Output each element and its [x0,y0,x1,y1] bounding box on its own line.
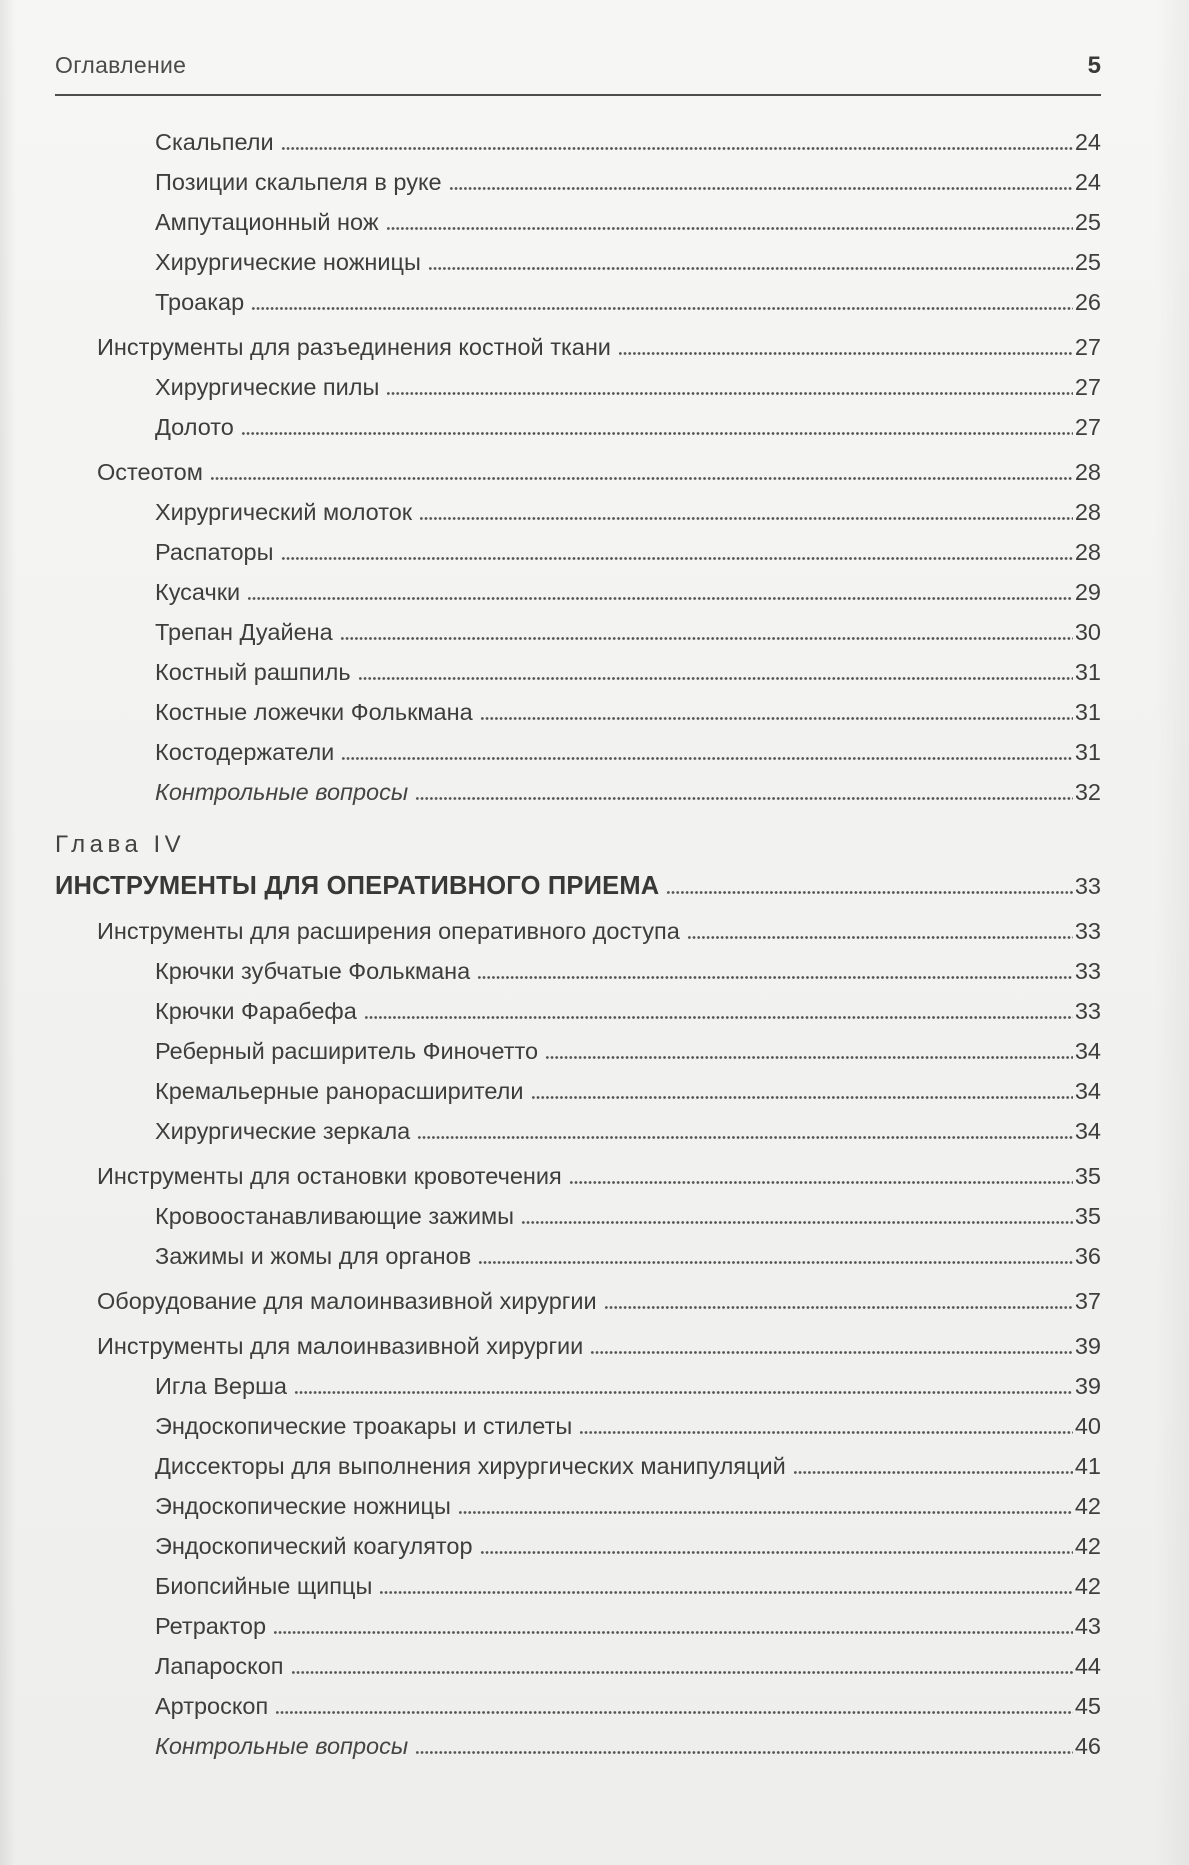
toc-entry-page-number: 42 [1074,1533,1101,1559]
page-header [55,52,1101,80]
toc-entry [55,242,1101,282]
toc-entry-page-number: 33 [1074,998,1101,1024]
dotted-leader [386,390,1072,395]
dotted-leader [449,185,1073,190]
dotted-leader [281,145,1073,150]
toc-entry-page-number: 35 [1074,1163,1101,1189]
toc-entry-label-wrap [55,692,473,732]
toc-entry-label-wrap [55,327,611,367]
toc-entry-page-number: 33 [1074,873,1101,899]
dotted-leader [415,1749,1073,1754]
dotted-leader [358,675,1073,680]
dotted-leader [666,889,1072,894]
toc-entry-page-number: 28 [1074,499,1101,525]
toc-entry-label-wrap [55,367,379,407]
toc-entry [55,1446,1101,1486]
dotted-leader [477,974,1073,979]
toc-entry-label-wrap [55,866,659,906]
toc-entry-page-number: 32 [1074,779,1101,805]
toc-entry [55,1156,1101,1196]
toc-entry-label: Хирургические ножницы [155,249,421,275]
dotted-leader [480,715,1073,720]
toc-entry-page-number: 27 [1074,414,1101,440]
toc-entry-label-wrap [55,162,442,202]
toc-entry-label: Инструменты для разъединения костной ткани [97,334,611,360]
toc-entry-label-wrap [55,1646,284,1686]
toc-entry-label-wrap [55,825,185,865]
toc-entry-page-number: 27 [1074,374,1101,400]
toc-entry-page-number: 31 [1074,699,1101,725]
toc-entry [55,162,1101,202]
toc-entry [55,866,1101,906]
dotted-leader [415,795,1073,800]
toc-entry [55,732,1101,772]
toc-entry-label: Позиции скальпеля в руке [155,169,442,195]
toc-entry-label-wrap [55,532,274,572]
toc-entry-page-number: 24 [1074,129,1101,155]
toc-entry-page-number: 41 [1074,1453,1101,1479]
toc-entry-label: Кусачки [155,579,241,605]
toc-entry-page-number: 36 [1074,1243,1101,1269]
toc-entry-label-wrap [55,282,244,322]
toc-entry-label-wrap [55,772,408,812]
table-of-contents [55,122,1101,1766]
dotted-leader [247,595,1073,600]
dotted-leader [241,430,1073,435]
toc-entry [55,1646,1101,1686]
dotted-leader [531,1094,1073,1099]
toc-entry-label: Хирургические пилы [155,374,380,400]
toc-entry-page-number: 34 [1074,1038,1101,1064]
toc-entry [55,572,1101,612]
toc-entry-label-wrap [55,492,412,532]
dotted-leader [478,1259,1073,1264]
toc-entry [55,1486,1101,1526]
toc-entry-page-number: 46 [1074,1733,1101,1759]
toc-entry-page-number: 37 [1074,1288,1101,1314]
toc-entry-label-wrap [55,612,333,652]
toc-entry [55,1726,1101,1766]
toc-entry-label-wrap [55,1606,266,1646]
toc-entry-page-number: 31 [1074,739,1101,765]
toc-entry-label: Кровоостанавливающие зажимы [155,1203,515,1229]
toc-entry-label-wrap [55,572,240,612]
dotted-leader [687,934,1073,939]
dotted-leader [521,1219,1073,1224]
toc-entry-label: Крючки Фарабефа [155,998,357,1024]
toc-entry-label: Троакар [155,289,245,315]
toc-entry-label: Эндоскопический коагулятор [155,1533,473,1559]
toc-entry-page-number: 42 [1074,1493,1101,1519]
toc-entry-label-wrap [55,1726,408,1766]
toc-entry-label: Хирургический молоток [155,499,413,525]
toc-entry-label: Эндоскопические троакары и стилеты [155,1413,573,1439]
dotted-leader [364,1014,1073,1019]
toc-entry-page-number: 39 [1074,1373,1101,1399]
dotted-leader [210,475,1073,480]
toc-entry [55,772,1101,812]
toc-entry-label-wrap [55,1566,372,1606]
toc-entry-label: Кремальерные ранорасширители [155,1078,524,1104]
dotted-leader [590,1349,1073,1354]
toc-entry-label-wrap [55,407,234,447]
toc-entry-page-number: 27 [1074,334,1101,360]
toc-entry-label: Инструменты для расширения оперативного доступа [97,918,680,944]
toc-entry-label: Зажимы и жомы для органов [155,1243,472,1269]
dotted-leader [579,1429,1073,1434]
toc-entry-label-wrap [55,1196,514,1236]
toc-entry-label: Трепан Дуайена [155,619,333,645]
toc-entry-page-number: 43 [1074,1613,1101,1639]
toc-entry-label: Ампутационный нож [155,209,379,235]
dotted-leader [618,350,1073,355]
toc-entry-label-wrap [55,1111,410,1151]
toc-entry [55,367,1101,407]
toc-entry-page-number: 40 [1074,1413,1101,1439]
toc-entry [55,652,1101,692]
toc-entry-label: Костный рашпиль [155,659,351,685]
toc-entry-page-number: 30 [1074,619,1101,645]
toc-entry-label-wrap [55,1446,786,1486]
toc-entry-page-number: 33 [1074,918,1101,944]
toc-entry-page-number: 25 [1074,249,1101,275]
dotted-leader [417,1134,1073,1139]
toc-entry-label: Глава IV [55,831,186,858]
toc-entry-label: ИНСТРУМЕНТЫ ДЛЯ ОПЕРАТИВНОГО ПРИЕМА [55,872,660,900]
toc-entry-label-wrap [55,1281,597,1321]
toc-entry [55,1281,1101,1321]
toc-entry [55,202,1101,242]
toc-entry-label-wrap [55,732,334,772]
dotted-leader [294,1389,1073,1394]
toc-entry-page-number: 44 [1074,1653,1101,1679]
toc-entry-label-wrap [55,1526,473,1566]
dotted-leader [480,1549,1073,1554]
toc-entry-label-wrap [55,1156,562,1196]
toc-entry-label: Реберный расширитель Финочетто [155,1038,539,1064]
toc-entry-page-number: 28 [1074,459,1101,485]
toc-entry [55,692,1101,732]
toc-entry [55,122,1101,162]
dotted-leader [275,1709,1073,1714]
page-title: Оглавление [55,52,187,78]
toc-entry-label: Костодержатели [155,739,335,765]
toc-entry-label: Костные ложечки Фолькмана [155,699,473,725]
toc-entry-label-wrap [55,1326,583,1366]
dotted-leader [281,555,1073,560]
toc-entry [55,991,1101,1031]
toc-entry-page-number: 34 [1074,1078,1101,1104]
toc-entry [55,1326,1101,1366]
toc-entry-label-wrap [55,1486,451,1526]
toc-entry-label-wrap [55,242,421,282]
toc-entry-label: Диссекторы для выполнения хирургических манипуляций [155,1453,786,1479]
toc-entry-label: Игла Верша [155,1373,287,1399]
dotted-leader [386,225,1073,230]
toc-entry-label: Контрольные вопросы [155,1733,409,1759]
toc-entry [55,612,1101,652]
toc-entry [55,407,1101,447]
toc-entry-label: Крючки зубчатые Фолькмана [155,958,471,984]
dotted-leader [569,1179,1073,1184]
toc-entry-label-wrap [55,951,470,991]
toc-entry-label: Ретрактор [155,1613,267,1639]
toc-entry [55,452,1101,492]
toc-entry-page-number: 28 [1074,539,1101,565]
toc-entry [55,1686,1101,1726]
toc-entry-label-wrap [55,1031,538,1071]
toc-entry [55,951,1101,991]
toc-entry [55,532,1101,572]
toc-entry-label: Оборудование для малоинвазивной хирургии [97,1288,597,1314]
toc-entry-label: Инструменты для малоинвазивной хирургии [97,1333,584,1359]
toc-entry [55,1526,1101,1566]
toc-entry-label-wrap [55,452,203,492]
toc-entry-label: Контрольные вопросы [155,779,409,805]
dotted-leader [793,1469,1073,1474]
toc-entry [55,1366,1101,1406]
toc-entry [55,327,1101,367]
toc-entry-label-wrap [55,1071,524,1111]
toc-entry-label-wrap [55,911,680,951]
toc-entry-label-wrap [55,1366,287,1406]
toc-entry [55,1111,1101,1151]
toc-entry [55,492,1101,532]
toc-entry-label-wrap [55,652,351,692]
toc-entry-page-number: 33 [1074,958,1101,984]
toc-entry-label-wrap [55,122,274,162]
dotted-leader [419,515,1073,520]
header-divider [55,94,1101,96]
toc-entry [55,282,1101,322]
toc-chapter-label [55,825,1101,865]
toc-entry [55,1236,1101,1276]
dotted-leader [428,265,1073,270]
toc-entry [55,1071,1101,1111]
toc-entry-label: Лапароскоп [155,1653,284,1679]
toc-entry-page-number: 24 [1074,169,1101,195]
toc-entry-page-number: 26 [1074,289,1101,315]
toc-entry-label-wrap [55,991,357,1031]
toc-entry-label: Долото [155,414,234,440]
toc-entry [55,1196,1101,1236]
toc-entry-label-wrap [55,1236,471,1276]
toc-entry [55,1606,1101,1646]
toc-entry-label: Распаторы [155,539,274,565]
toc-entry-label: Инструменты для остановки кровотечения [97,1163,562,1189]
dotted-leader [545,1054,1073,1059]
dotted-leader [291,1669,1073,1674]
dotted-leader [458,1509,1073,1514]
toc-entry [55,911,1101,951]
toc-entry [55,1566,1101,1606]
dotted-leader [604,1304,1073,1309]
toc-entry [55,1406,1101,1446]
toc-entry-page-number: 39 [1074,1333,1101,1359]
toc-entry-page-number: 45 [1074,1693,1101,1719]
dotted-leader [251,305,1073,310]
dotted-leader [379,1589,1073,1594]
toc-entry-page-number: 29 [1074,579,1101,605]
toc-entry-label: Эндоскопические ножницы [155,1493,451,1519]
toc-entry-label: Остеотом [97,459,203,485]
toc-entry-label: Артроскоп [155,1693,269,1719]
toc-entry-label-wrap [55,1406,572,1446]
toc-entry-page-number: 31 [1074,659,1101,685]
toc-entry [55,1031,1101,1071]
dotted-leader [340,635,1073,640]
toc-entry-label: Хирургические зеркала [155,1118,411,1144]
toc-entry-label-wrap [55,1686,268,1726]
toc-entry-page-number: 42 [1074,1573,1101,1599]
toc-entry-label: Скальпели [155,129,274,155]
toc-entry-label: Биопсийные щипцы [155,1573,373,1599]
toc-entry-label-wrap [55,202,379,242]
dotted-leader [273,1629,1073,1634]
toc-entry-page-number: 35 [1074,1203,1101,1229]
dotted-leader [341,755,1073,760]
page-number: 5 [1087,52,1101,79]
toc-entry-page-number: 34 [1074,1118,1101,1144]
toc-entry-page-number: 25 [1074,209,1101,235]
